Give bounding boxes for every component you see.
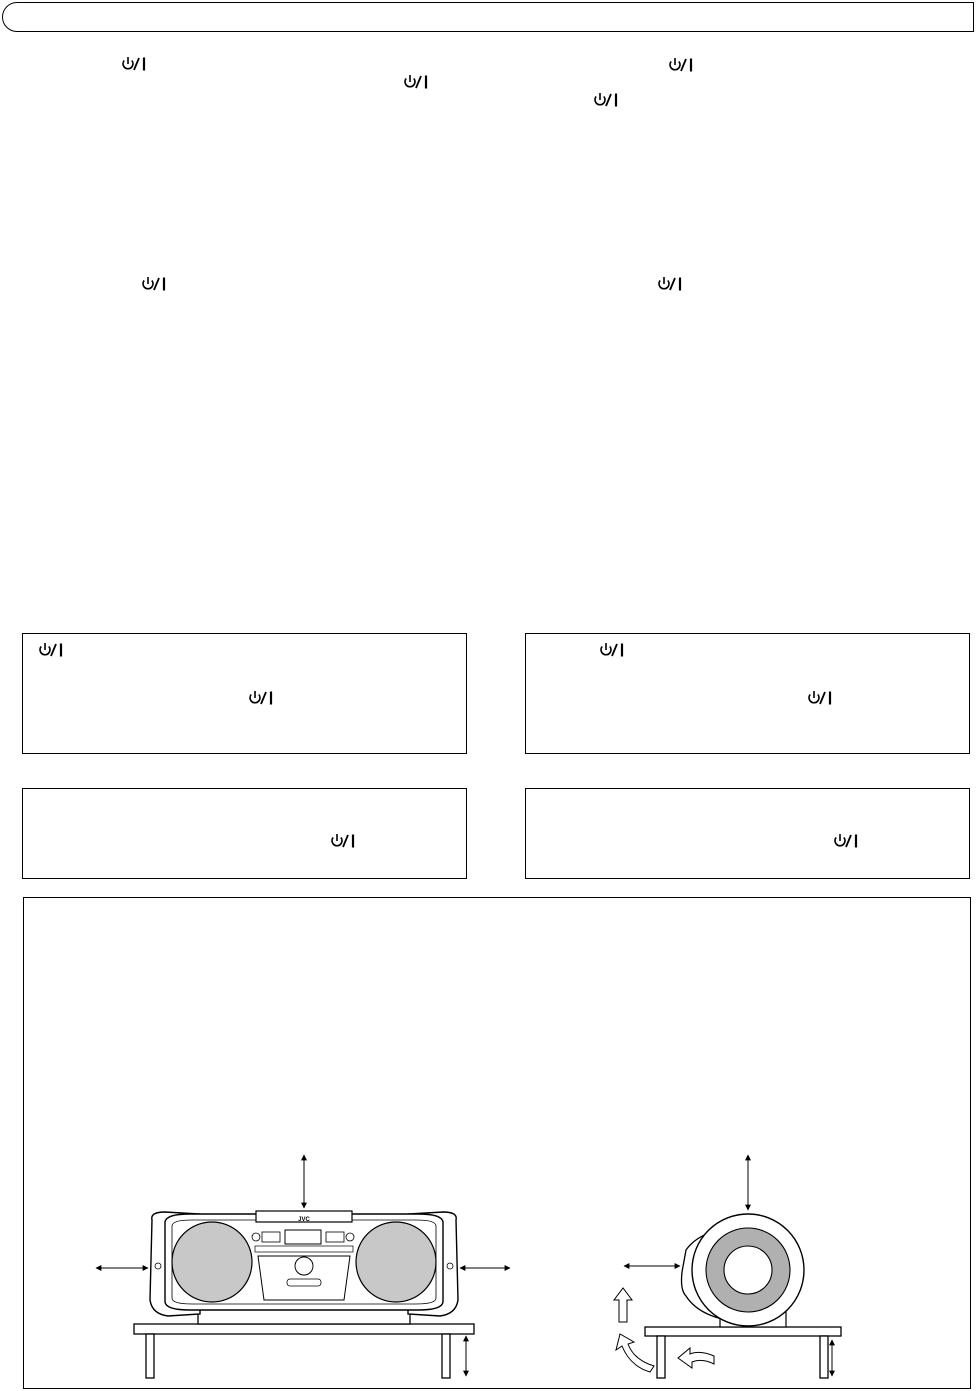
outline-arrow-icon xyxy=(678,1348,714,1368)
brand-logo: JVC xyxy=(298,1217,310,1223)
side-view-unit xyxy=(614,1155,841,1378)
outline-arrow-icon xyxy=(614,1288,632,1322)
outline-arrow-icon xyxy=(616,1334,654,1372)
front-view-unit xyxy=(96,1155,510,1378)
